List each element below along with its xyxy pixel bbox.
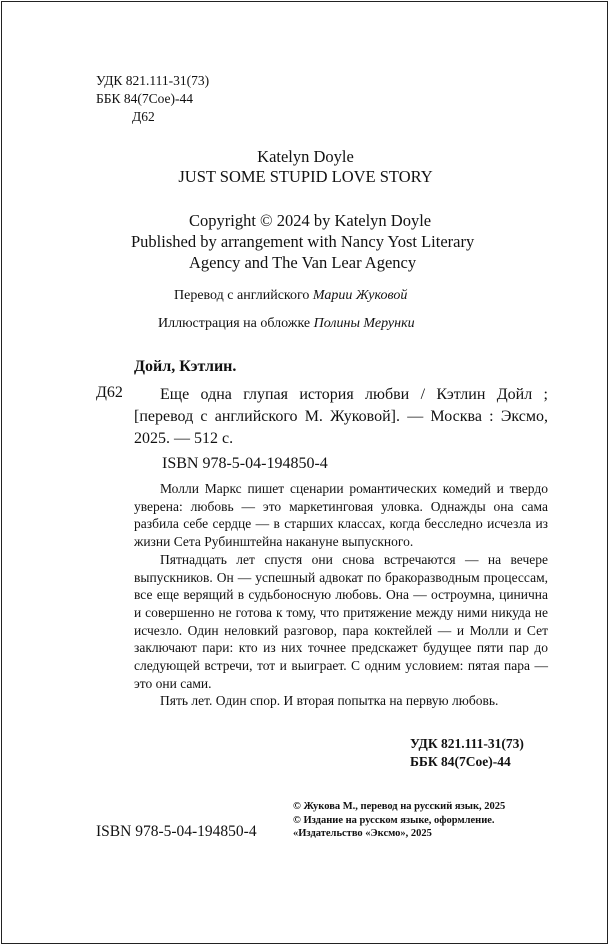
bibliographic-isbn: ISBN 978-5-04-194850-4 [162, 455, 328, 472]
annotation-paragraph: Молли Маркс пишет сценарии романтических комедий и твердо уверена: любовь — это маркетинговая уловка. Однажды она сама разбила себе сердце — в старших классах, когда бесследно исчезла из жизни Сета Рубинштейна накануне выпускного. [134, 481, 548, 550]
bibliographic-author: Дойл, Кэтлин. [134, 358, 237, 375]
original-copyright [131, 210, 474, 273]
original-author: Katelyn Doyle [257, 147, 354, 166]
translation-prefix: Перевод с английского [174, 288, 310, 303]
copyright-notice: «Издательство «Эксмо», 2025 [293, 828, 432, 839]
udk-code: УДК 821.111-31(73) [410, 736, 524, 751]
classification-codes-top [96, 72, 209, 126]
bibliographic-description [134, 384, 548, 450]
udk-code: УДК 821.111-31(73) [96, 73, 210, 88]
copyright-notice: © Издание на русском языке, оформление. [293, 814, 495, 826]
cover-prefix: Иллюстрация на обложке [158, 316, 311, 331]
footer-isbn: ISBN 978-5-04-194850-4 [96, 823, 257, 840]
description-text: Еще одна глупая история любви / Кэтлин Дойл ; [перевод с английского М. Жуковой]. — Москва : Эксмо, 2025. — 512 с. [134, 386, 548, 447]
bibliographic-code: Д62 [96, 384, 123, 401]
classification-codes-bottom [410, 735, 524, 771]
annotation [134, 480, 548, 710]
original-title: JUST SOME STUPID LOVE STORY [178, 167, 433, 186]
annotation-paragraph: Пять лет. Один спор. И вторая попытка на первую любовь. [160, 693, 499, 709]
illustrator-credit [158, 316, 415, 332]
copyright-line: Published by arrangement with Nancy Yost Literary [131, 232, 475, 251]
bbk-code: ББК 84(7Сое)-44 [96, 91, 194, 106]
copyright-notice: © Жукова М., перевод на русский язык, 2025 [293, 801, 506, 812]
bbk-code: ББК 84(7Сое)-44 [410, 754, 511, 769]
author-mark: Д62 [132, 109, 155, 124]
translator-credit [174, 288, 407, 304]
copyright-line: Agency and The Van Lear Agency [189, 253, 417, 272]
illustrator-name: Полины Мерунки [313, 316, 415, 331]
copyright-line: Copyright © 2024 by Katelyn Doyle [189, 211, 432, 230]
annotation-paragraph: Пятнадцать лет спустя они снова встречаются — на вечере выпускников. Он — успешный адвокат по бракоразводным процессам, все еще верящий в судьбоносную любовь. Она — остроумна, цинична и совершенно не готова к тому, что притяжение между ними никуда не исчезло. Один неловкий разговор, пара коктейлей — и Молли и Сет заключают пари: кто из них точнее предскажет будущее пяти пар до следующей встречи, тот и выиграет. С одним условием: пятая пара — это они сами. [134, 551, 548, 691]
footer-copyrights [293, 800, 505, 841]
translator-name: Марии Жуковой [312, 288, 408, 303]
